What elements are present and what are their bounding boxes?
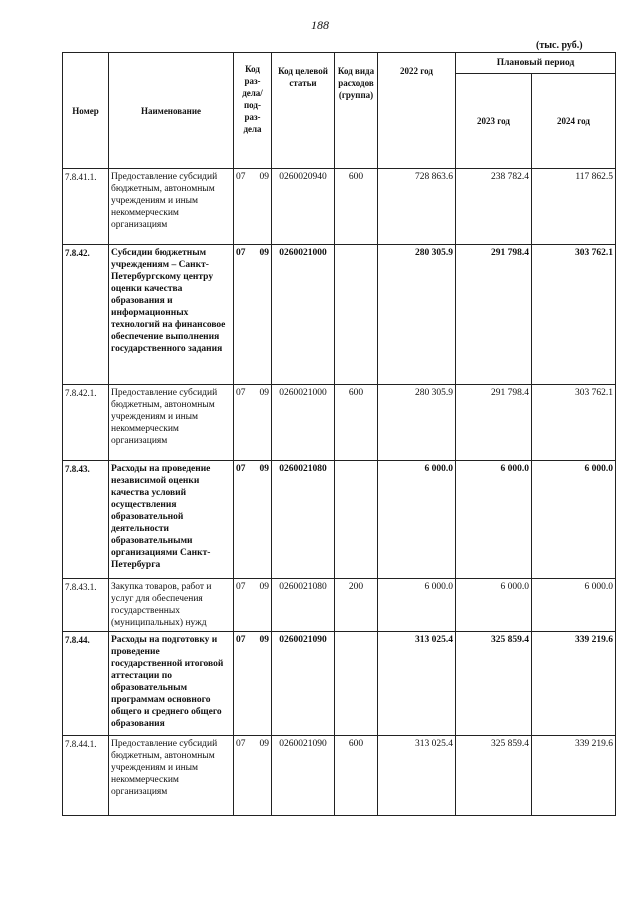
row-name: Расходы на проведение независимой оценки качества условий осуществления образовательной деятельности образовательными организациями Санкт-Петербурга (109, 461, 234, 579)
header-2022: 2022 год (378, 53, 456, 169)
table-row (63, 385, 616, 461)
row-2024: 6 000.0 (532, 579, 616, 632)
row-prz: 09 (259, 248, 269, 258)
budget-table (62, 52, 616, 816)
row-2022: 313 025.4 (378, 632, 456, 736)
row-2024: 303 762.1 (532, 245, 616, 385)
table-row (63, 461, 616, 579)
header-planned-period: Плановый период (456, 53, 616, 74)
row-vr (335, 632, 378, 736)
header-name: Наименование (109, 53, 234, 169)
row-razdel (234, 736, 272, 816)
row-2022: 6 000.0 (378, 579, 456, 632)
header-row (63, 53, 616, 74)
row-csr: 0260021080 (272, 461, 335, 579)
row-rz: 07 (236, 172, 246, 182)
row-rz: 07 (236, 635, 246, 645)
row-rz: 07 (236, 582, 246, 592)
table-row (63, 632, 616, 736)
row-2024: 117 862.5 (532, 169, 616, 245)
row-razdel (234, 461, 272, 579)
row-prz: 09 (259, 464, 269, 474)
row-csr: 0260020940 (272, 169, 335, 245)
row-vr (335, 461, 378, 579)
row-rz: 07 (236, 739, 246, 749)
row-razdel (234, 245, 272, 385)
row-2023: 291 798.4 (456, 385, 532, 461)
row-vr: 600 (335, 385, 378, 461)
row-prz: 09 (259, 582, 269, 592)
row-razdel (234, 169, 272, 245)
row-number: 7.8.43. (63, 461, 109, 579)
row-2022: 313 025.4 (378, 736, 456, 816)
page-number: 188 (311, 18, 329, 32)
row-vr: 200 (335, 579, 378, 632)
header-number: Номер (63, 53, 109, 169)
header-razdel: Код раз-дела/ под-раз-дела (234, 53, 272, 169)
row-number: 7.8.43.1. (63, 579, 109, 632)
header-csr: Код целевой статьи (272, 53, 335, 169)
row-name: Предоставление субсидий бюджетным, автономным учреждениям и иным некоммерческим организациям (109, 736, 234, 816)
row-vr: 600 (335, 169, 378, 245)
row-number: 7.8.42.1. (63, 385, 109, 461)
row-razdel (234, 632, 272, 736)
row-csr: 0260021080 (272, 579, 335, 632)
row-prz: 09 (259, 739, 269, 749)
row-prz: 09 (259, 635, 269, 645)
row-name: Предоставление субсидий бюджетным, автономным учреждениям и иным некоммерческим организациям (109, 385, 234, 461)
row-rz: 07 (236, 248, 246, 258)
units-label: (тыс. руб.) (536, 40, 583, 51)
row-razdel (234, 579, 272, 632)
row-2024: 339 219.6 (532, 736, 616, 816)
row-name: Предоставление субсидий бюджетным, автономным учреждениям и иным некоммерческим организациям (109, 169, 234, 245)
row-csr: 0260021090 (272, 632, 335, 736)
row-csr: 0260021090 (272, 736, 335, 816)
row-2022: 6 000.0 (378, 461, 456, 579)
row-number: 7.8.44. (63, 632, 109, 736)
row-number: 7.8.42. (63, 245, 109, 385)
row-2023: 291 798.4 (456, 245, 532, 385)
row-vr (335, 245, 378, 385)
header-2024: 2024 год (532, 74, 616, 169)
row-2023: 238 782.4 (456, 169, 532, 245)
table-row (63, 579, 616, 632)
row-2024: 6 000.0 (532, 461, 616, 579)
row-name: Расходы на подготовку и проведение государственной итоговой аттестации по образовательным программам основного общего и среднего общего образования (109, 632, 234, 736)
row-2022: 728 863.6 (378, 169, 456, 245)
row-2022: 280 305.9 (378, 245, 456, 385)
row-2022: 280 305.9 (378, 385, 456, 461)
row-2023: 6 000.0 (456, 461, 532, 579)
row-number: 7.8.44.1. (63, 736, 109, 816)
table-row (63, 169, 616, 245)
table-row (63, 736, 616, 816)
row-2024: 303 762.1 (532, 385, 616, 461)
row-csr: 0260021000 (272, 245, 335, 385)
row-name: Закупка товаров, работ и услуг для обеспечения государственных (муниципальных) нужд (109, 579, 234, 632)
header-2023: 2023 год (456, 74, 532, 169)
row-rz: 07 (236, 388, 246, 398)
row-csr: 0260021000 (272, 385, 335, 461)
row-2023: 325 859.4 (456, 632, 532, 736)
row-razdel (234, 385, 272, 461)
table-row (63, 245, 616, 385)
row-2024: 339 219.6 (532, 632, 616, 736)
row-prz: 09 (259, 388, 269, 398)
row-2023: 6 000.0 (456, 579, 532, 632)
row-rz: 07 (236, 464, 246, 474)
header-vr: Код вида расходов (группа) (335, 53, 378, 169)
row-2023: 325 859.4 (456, 736, 532, 816)
row-prz: 09 (259, 172, 269, 182)
row-vr: 600 (335, 736, 378, 816)
row-number: 7.8.41.1. (63, 169, 109, 245)
row-name: Субсидии бюджетным учреждениям – Санкт-Петербургскому центру оценки качества образования и информационных технологий на финансовое обеспечение выполнения государственного задания (109, 245, 234, 385)
